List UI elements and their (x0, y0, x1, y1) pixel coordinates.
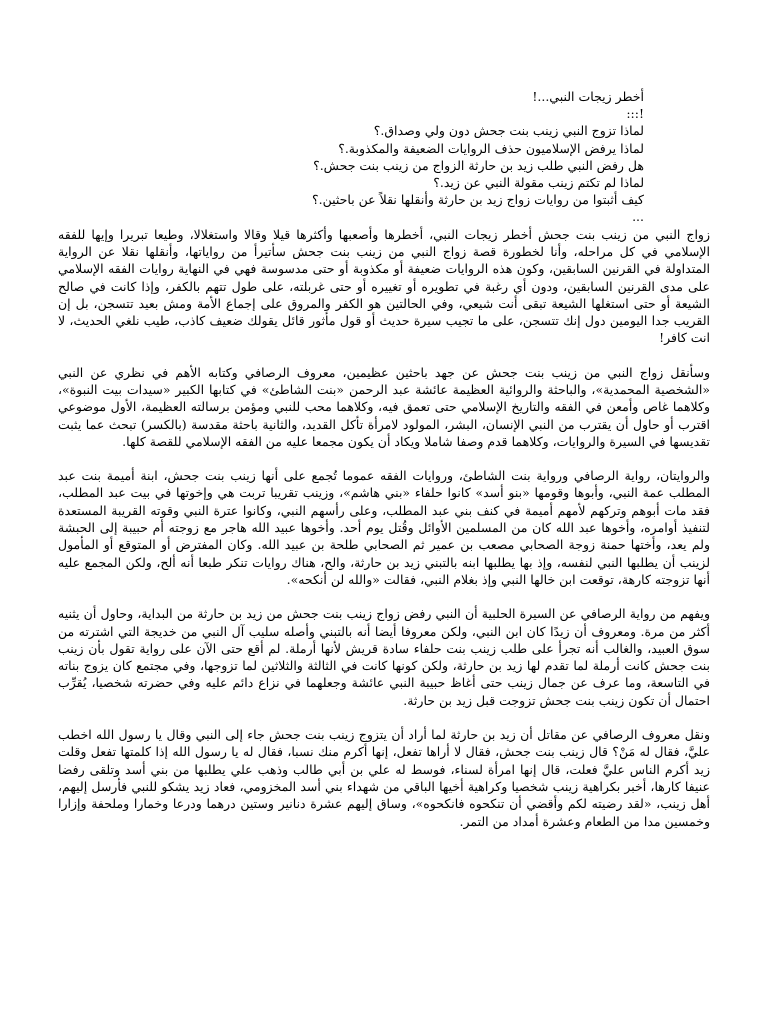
paragraph-5: ونقل معروف الرصافي عن مقاتل أن زيد بن حارثة لما أراد أن يتزوج زينب بنت جحش جاء إلى النبي وقال يا رسول الله اخطب عليَّ، فقال له مَنْ؟ قال زينب بنت جحش، فقال لا أراها تفعل، إنها أكرم منك نسبا، فقال له يا رسول الله إذا كلمتها تفعل وقلت زيد أكرم الناس عليَّ فعلت، قال إنها امرأة لسناء، فوسط له علي بن أبي طالب وذهب علي يطلبها من بني أسد وتلقى رفضا عنيفا كارها، أخبر بكراهية زينب شخصيا وكراهية أخيها الباقي من شهداء بني أسد المخزومي، فعاد زيد يشكو للنبي فأرسل إليهم، أهل زينب، «لقد رضيته لكم وأقضي أن تنكحوه فانكحوه»، وساق إليهم عشرة دنانير وستين درهما ودرعا وخمارا وملحفة وإزارا وخمسين مدا من الطعام وعشرة أمداد من التمر. (58, 727, 710, 829)
question-4: لماذا لم تكتم زينب مقولة النبي عن زيد.؟ (433, 175, 644, 191)
paragraph-2: وسأنقل زواج النبي من زينب بنت جحش عن جهد باحثين عظيمين، معروف الرصافي وكتابه الأهم في نظري عن النبي «الشخصية المحمدية»، والباحثة والروائية العظيمة عائشة عبد الرحمن «بنت الشاطئ» في كتابها الكبير «سيدات بيت النبوة»، وكلاهما غاص وأمعن في الفقه والتاريخ الإسلامي حتى تعمق فيه، وكلاهما محب للنبي ومؤمن برسالته العظيمة، الأول موضوعي اقترب أو حاول أن يقترب من النبي الإنسان، البشر، المولود لامرأة تأكل القديد، والثانية باحثة مقدسة (بالكسر) تبحث عما يثبت تقديسها في السيرة والروايات، وكلاهما قدم وصفا شاملا ويكاد أن يكون مجمعا عليه من الفقه الإسلامي للقصة كلها. (58, 364, 710, 449)
question-1: لماذا تزوج النبي زينب بنت جحش دون ولي وصداق.؟ (373, 123, 644, 139)
paragraph-1: زواج النبي من زينب بنت جحش أخطر زيجات النبي، أخطرها وأصعبها وأكثرها قيلا وقالا واستغلالا، وطيعا تبريرا وإيها للفقه الإسلامي في كل مراحله، وأنا لخطورة قصة زواج النبي من زينب بنت جحش سأتيرأ من رواياتها، وأنقلها نقلا عن الرواية المتداولة في القرنين السابقين، وكون هذه الروايات ضعيفة أو مكذوبة أو حتى مدسوسة فهي في النهاية روايات الفقه الإسلامي على مدى القرنين السابقين، ودون أي رغبة في تطويره أو تغييره أو حتى غربلته، على طول تتهم بالكفر، وإذا كانت في صالح الشيعة أو حتى استغلها الشيعة تبقى أنت شيعي، وفي الحالتين هو الكفر والمروق على إجماع الأمة ومش بعيد تتسجن، بل إن القريب جدا اليومين دول إنك تتسجن، على ما تجيب سيرة حديث أو قول مأثور قائل يقولك ضعيف كاذب، طيب نلغي الحديث، لا انت كافر! (58, 226, 710, 346)
paragraph-3: والروايتان، رواية الرصافي ورواية بنت الشاطئ، وروايات الفقه عموما تُجمع على أنها زينب بنت جحش، ابنة أميمة بنت عبد المطلب عمة النبي، وأبوها وقومها «بنو أسد» كانوا حلفاء «بني هاشم»، وزينب تقريبا تربت هي وإخوتها في بيت عبد المطلب، فقد مات أبوهم وتركهم لأمهم أميمة في كنف بني عبد المطلب، وعلى رأسهم النبي، وكانوا عترة النبي وقوته القريبة المستعدة لتنفيذ أوامره، وأخوها عبد الله كان من المسلمين الأوائل وقُتل يوم أحد. وأخوها عبيد الله هاجر مع زوجته أم حبيبة إلى الحبشة ولم يعد، وأختها حمنة زوجة الصحابي مصعب بن عمير ثم الصحابي طلحة بن عبيد الله. وكان المفترض أو المتوقع أو المأمول لزينب أن يطلبها النبي لنفسه، وإذ بها يطلبها ابنه بالتبني زيد بن حارثة، والح، هناك روايات تنكر طبعا أنه ألح، ولكن المجمع عليه أنها تزوجته كارهة، توقعت ابن خالها النبي وإذ بغلام النبي، فقالت «والله لن أنكحه». (58, 468, 710, 587)
document-title: أخطر زيجات النبي...! (532, 89, 644, 104)
ellipsis-mark: ... (632, 209, 644, 225)
separator-mark-1: !::: (626, 106, 644, 122)
document-header (58, 88, 710, 226)
question-5: كيف أثبتوا من روايات زواج زيد بن حارثة وأنقلها نقلاً عن باحثين.؟ (312, 192, 644, 208)
question-2: لماذا يرفض الإسلاميون حذف الروايات الضعيفة والمكذوبة.؟ (338, 140, 644, 156)
document-body (58, 226, 710, 830)
paragraph-4: ويفهم من رواية الرصافي عن السيرة الحلبية أن النبي رفض زواج زينب بنت جحش من زيد بن حارثة من البداية، وحاول أن يثنيه أكثر من مرة. ومعروف أن زيدًا كان ابن النبي، ولكن معروفا أيضا أنه بالتبني وأصله سليب آل النبي من خديجة التي اشترته من سوق العبيد، والغالب أنه تجرأ على طلب زينب بنت حلفاء سادة قريش لأنها أرملة. لم أقع حتى الآن على رواية تقول بأن زينب بنت جحش كانت أرملة لما تقدم لها زيد بن حارثة، ولكن كونها كانت في الثالثة والثلاثين لما تزوجها، وفي مجتمع كان يزوج بناته في التاسعة، وما عرف عن جمال زينب حتى أغاظ حبيبة النبي عائشة وجعلهما في نزاع دائم عليه وفي حضرته شخصيا، يُقرِّب احتمال أن تكون زينب بنت جحش تزوجت قبل زيد بن حارثة. (58, 606, 710, 708)
question-3: هل رفض النبي طلب زيد بن حارثة الزواج من زينب بنت جحش.؟ (313, 157, 644, 173)
